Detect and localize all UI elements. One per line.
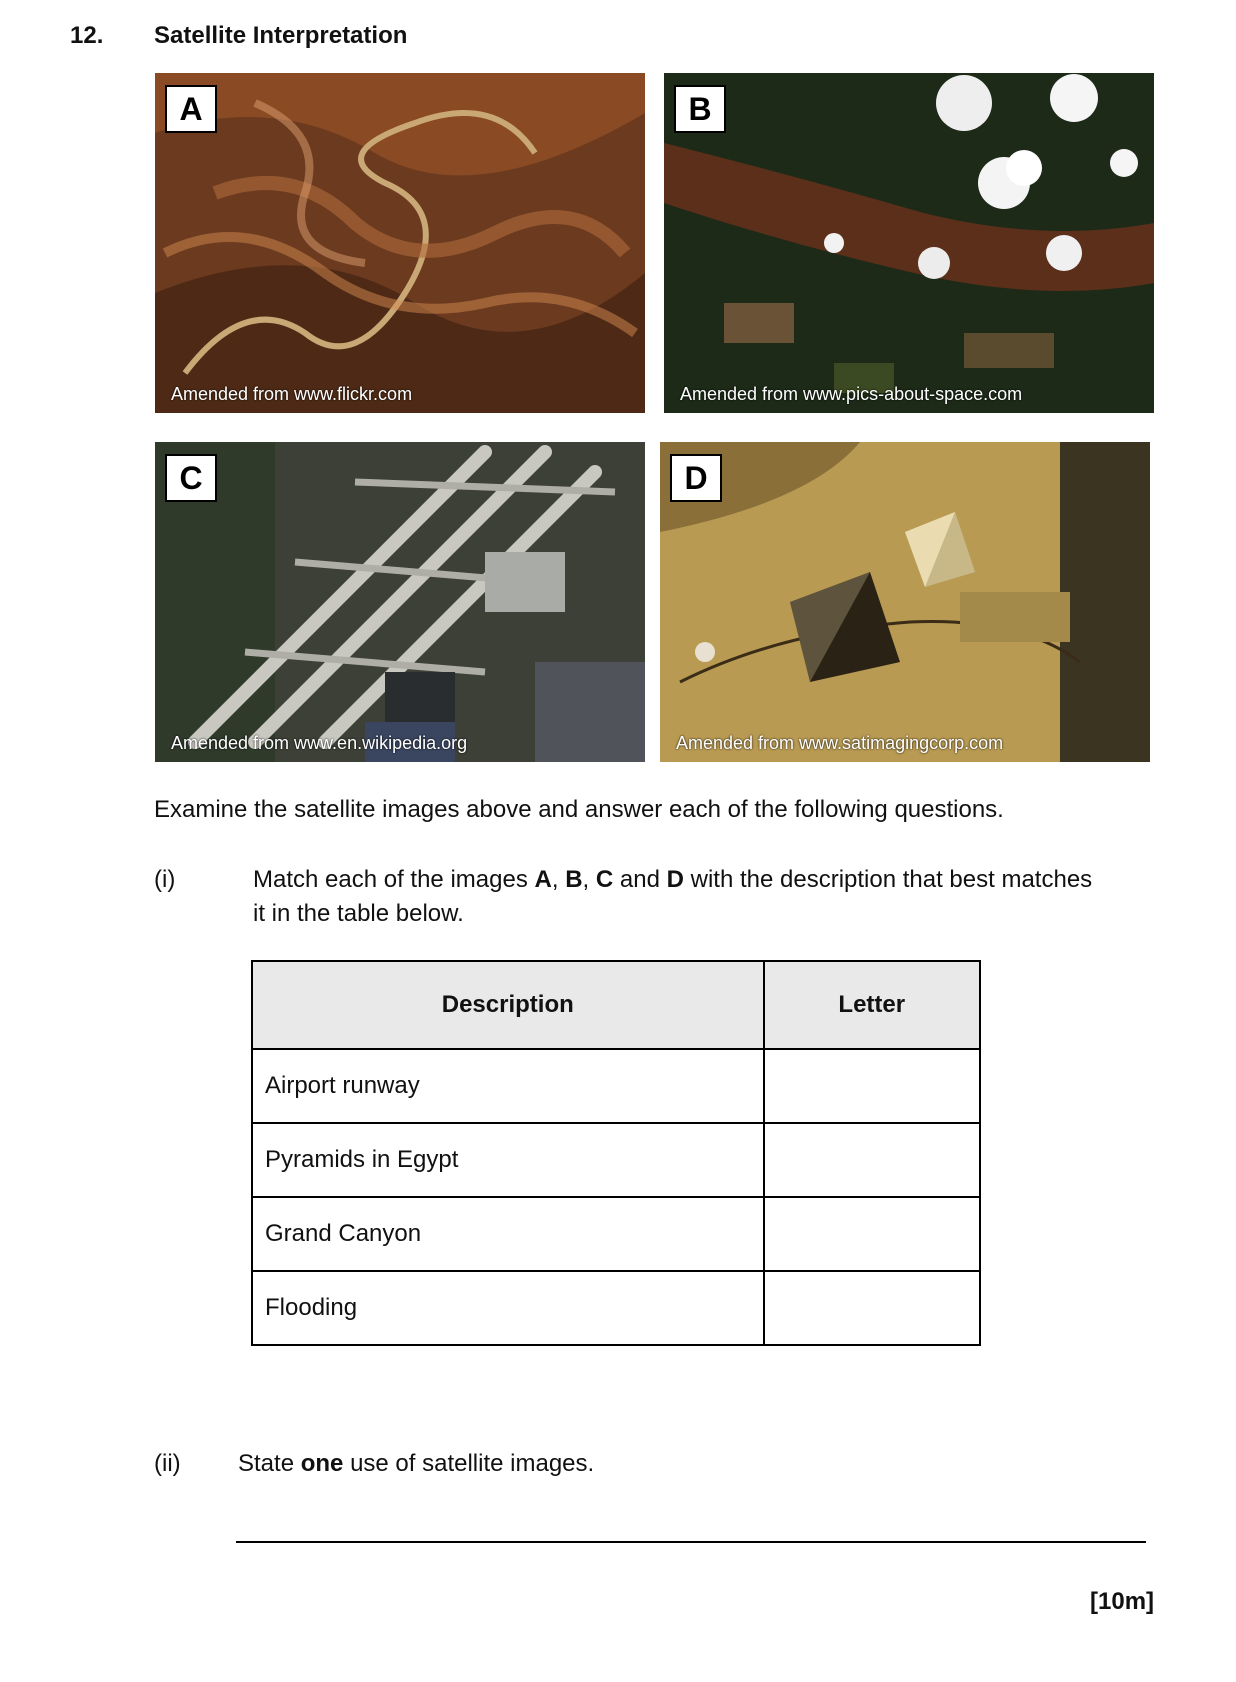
header-description: Description: [252, 961, 764, 1049]
canyon-image: [155, 73, 645, 413]
letter-answer-cell[interactable]: [764, 1123, 980, 1197]
table-row: [252, 1197, 980, 1271]
header-letter: Letter: [764, 961, 980, 1049]
table-row: [252, 1049, 980, 1123]
image-credit: Amended from www.pics-about-space.com: [680, 384, 1023, 404]
satellite-image-d: [660, 442, 1150, 762]
question-title: Satellite Interpretation: [154, 22, 408, 49]
answer-line[interactable]: [236, 1541, 1146, 1543]
satellite-image-b: [664, 73, 1154, 413]
question-number: 12.: [70, 22, 104, 49]
part-ii-text: State one use of satellite images.: [238, 1450, 595, 1477]
marks-label: [10m]: [1090, 1588, 1155, 1615]
letter-answer-cell[interactable]: [764, 1197, 980, 1271]
table-row: [252, 1123, 980, 1197]
instruction-text: Examine the satellite images above and answer each of the following questions.: [154, 796, 1004, 823]
description-cell: Pyramids in Egypt: [252, 1123, 764, 1197]
table-header-row: [252, 961, 980, 1049]
image-credit: Amended from www.flickr.com: [171, 384, 413, 404]
airport-image: [155, 442, 645, 762]
table-row: [252, 1271, 980, 1345]
letter-answer-cell[interactable]: [764, 1049, 980, 1123]
satellite-image-c: [155, 442, 645, 762]
matching-table: [251, 960, 981, 1346]
pyramids-image: [660, 442, 1150, 762]
image-letter-label: A: [165, 85, 217, 133]
image-credit: Amended from www.satimagingcorp.com: [676, 733, 1004, 753]
description-cell: Airport runway: [252, 1049, 764, 1123]
image-credit: Amended from www.en.wikipedia.org: [171, 733, 468, 753]
image-letter-label: C: [165, 454, 217, 502]
letter-answer-cell[interactable]: [764, 1271, 980, 1345]
image-letter-label: B: [674, 85, 726, 133]
image-letter-label: D: [670, 454, 722, 502]
part-ii-label: (ii): [154, 1450, 181, 1477]
description-cell: Grand Canyon: [252, 1197, 764, 1271]
part-i-text: Match each of the images A, B, C and D with the description that best matches: [253, 866, 1093, 893]
description-cell: Flooding: [252, 1271, 764, 1345]
flood-image: [664, 73, 1154, 413]
part-i-text-line2: it in the table below.: [253, 900, 464, 927]
satellite-image-a: [155, 73, 645, 413]
part-i-label: (i): [154, 866, 176, 893]
